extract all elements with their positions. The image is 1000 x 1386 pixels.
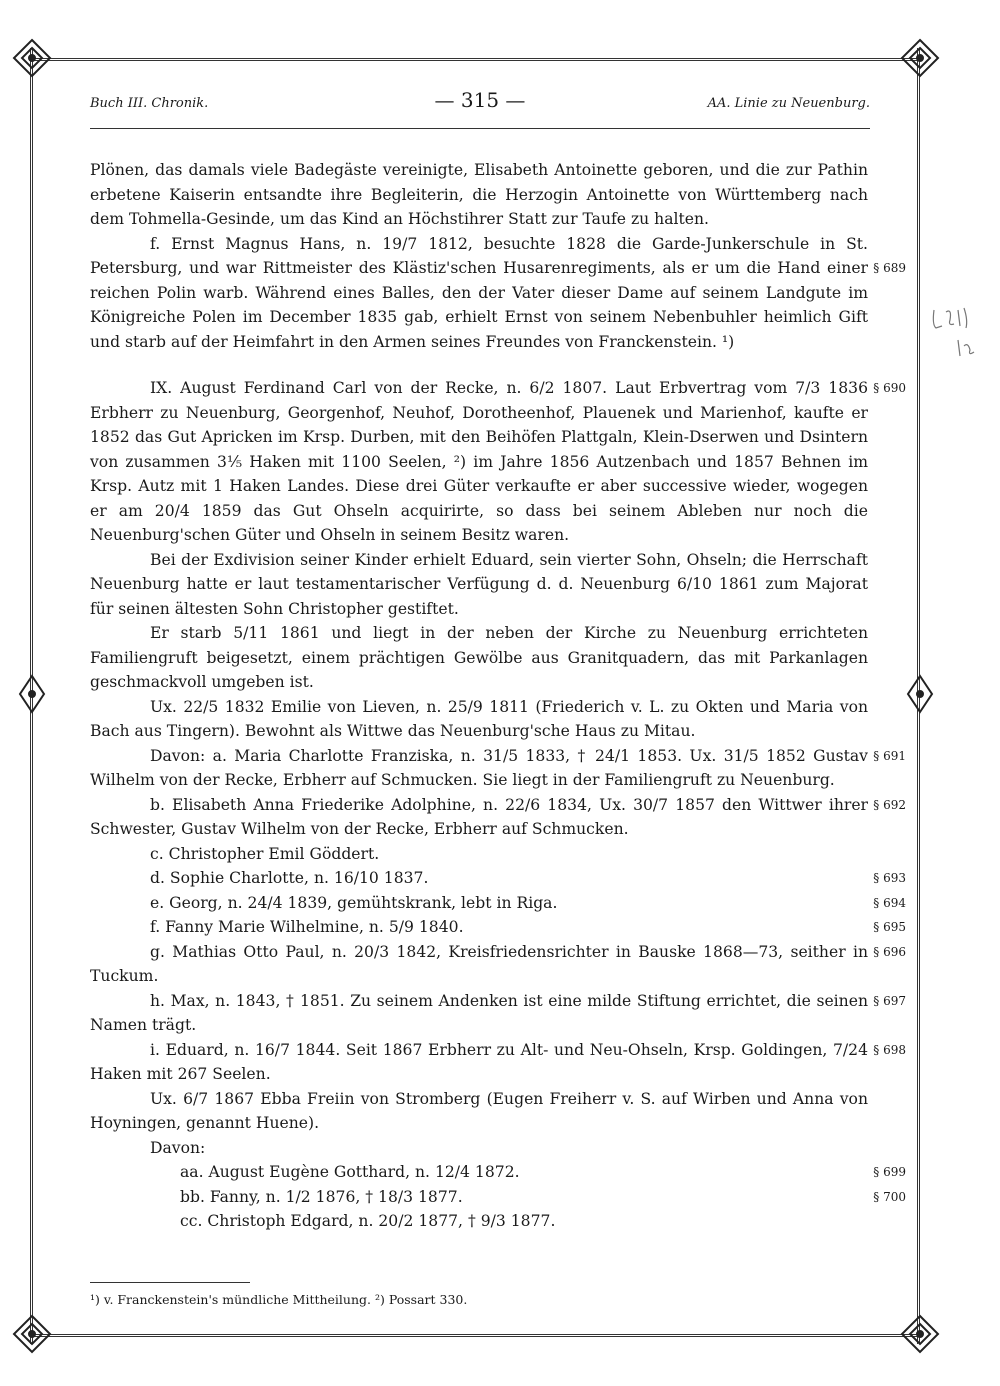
corner-ornament-icon <box>898 36 942 80</box>
pencil-scribble-icon <box>928 290 988 370</box>
page-number: — 315 — <box>434 88 526 112</box>
side-ornament-icon <box>10 672 54 716</box>
section-marker: § 697 <box>873 993 906 1008</box>
list-item: h. Max, n. 1843, † 1851. Zu seinem Andenken ist eine milde Stiftung errichtet, die seinen Namen trägt. § 697 <box>90 989 868 1038</box>
header-rule <box>90 128 870 129</box>
running-header <box>90 88 870 114</box>
list-item: cc. Christoph Edgard, n. 20/2 1877, † 9/3 1877. <box>180 1212 556 1230</box>
corner-ornament-icon <box>10 36 54 80</box>
list-item: d. Sophie Charlotte, n. 16/10 1837. § 693 <box>90 866 868 891</box>
section-marker: § 698 <box>873 1042 906 1057</box>
footnote: ¹) v. Franckenstein's mündliche Mittheilung. ²) Possart 330. <box>90 1292 468 1307</box>
header-right: AA. Linie zu Neuenburg. <box>707 96 870 111</box>
body-text <box>90 158 906 1234</box>
list-item: bb. Fanny, n. 1/2 1876, † 18/3 1877. § 700 <box>90 1185 868 1210</box>
corner-ornament-icon <box>10 1312 54 1356</box>
section-marker: § 694 <box>873 895 906 910</box>
section-marker: § 700 <box>873 1189 906 1204</box>
paragraph: Bei der Exdivision seiner Kinder erhielt Eduard, sein vierter Sohn, Ohseln; die Herrschaft Neuenburg hatte er laut testamentarischer Verfügung d. d. Neuenburg 6/10 1861 zum Majorat für seinen ältesten Sohn Christopher gestiftet. <box>90 550 868 618</box>
paragraph: f. Ernst Magnus Hans, n. 19/7 1812, besuchte 1828 die Garde-Junkerschule in St. Petersburg, und war Rittmeister des Klästiz'schen Husarenregiments, als er um die Hand einer reichen Polin warb. Während eines Balles, den der Vater dieser Dame auf seinem Landgute im Königreiche Polen im December 1835 gab, erhielt Ernst von seinem Nebenbuhler heimlich Gift und starb auf der Heimfahrt in den Armen seines Freundes von Franckenstein. ¹) § 689 <box>90 234 906 351</box>
section-marker: § 696 <box>873 944 906 959</box>
header-left: Buch III. Chronik. <box>90 96 209 111</box>
footnote-rule <box>90 1282 250 1283</box>
section-marker: § 699 <box>873 1165 906 1179</box>
paragraph: Ux. 6/7 1867 Ebba Freiin von Stromberg (Eugen Freiherr v. S. auf Wirben und Anna von Hoyningen, genannt Huene). <box>90 1089 868 1132</box>
paragraph: Davon: a. Maria Charlotte Franziska, n. 31/5 1833, † 24/1 1853. Ux. 31/5 1852 Gustav Wilhelm von der Recke, Erbherr auf Schmucken. Sie liegt in der Familiengruft zu Neuenburg. § 691 <box>90 744 868 793</box>
paragraph: Davon: <box>150 1138 206 1157</box>
side-ornament-icon <box>898 672 942 716</box>
paragraph: Plönen, das damals viele Badegäste vereinigte, Elisabeth Antoinette geboren, und die zur Pathin erbetene Kaiserin entsandte ihre Begleiterin, die Herzogin Antoinette von Württemberg nach dem Tohmella-Gesinde, um das Kind an Höchstihrer Statt zur Taufe zu halten. <box>90 161 868 228</box>
list-item: e. Georg, n. 24/4 1839, gemühtskrank, lebt in Riga. § 694 <box>90 891 868 916</box>
paragraph: Ux. 22/5 1832 Emilie von Lieven, n. 25/9 1811 (Friederich v. L. zu Okten und Maria von Bach aus Tingern). Bewohnt als Wittwe das Neuenburg'sche Haus zu Mitau. <box>90 697 868 740</box>
list-item: i. Eduard, n. 16/7 1844. Seit 1867 Erbherr zu Alt- und Neu-Ohseln, Krsp. Goldingen, 7/24 Haken mit 267 Seelen. § 698 <box>90 1038 868 1087</box>
list-item: g. Mathias Otto Paul, n. 20/3 1842, Kreisfriedensrichter in Bauske 1868—73, seither in Tuckum. § 696 <box>90 940 868 989</box>
list-item: aa. August Eugène Gotthard, n. 12/4 1872. § 699 <box>90 1160 868 1185</box>
section-marker: § 691 <box>873 748 906 763</box>
frame-top-rule <box>30 58 920 61</box>
section-marker: § 693 <box>873 871 906 885</box>
paragraph-heading: IX. August Ferdinand Carl von der Recke, n. 6/2 1807. Laut Erbvertrag vom 7/3 1836 Erbherr zu Neuenburg, Georgenhof, Neuhof, Dorotheenhof, Plauenek und Marienhof, kaufte er 1852 das Gut Apricken im Krsp. Durben, mit den Beihöfen Plattgaln, Klein-Dserwen und Dsintern von zusammen 3⅕ Haken mit 1100 Seelen, ²) im Jahre 1856 Autzenbach und 1857 Behnen im Krsp. Autz mit 1 Haken Landes. Diese drei Güter verkaufte er aber successive wieder, wogegen er am 20/4 1859 das Gut Ohseln acquirirte, so dass bei seinem Ableben nur noch die Neuenburg'schen Güter und Ohseln in seinem Besitz waren. § 690 <box>90 376 868 548</box>
section-marker: § 695 <box>873 920 906 934</box>
corner-ornament-icon <box>898 1312 942 1356</box>
section-marker: § 689 <box>873 260 906 275</box>
section-marker: § 692 <box>873 797 906 812</box>
paragraph: b. Elisabeth Anna Friederike Adolphine, n. 22/6 1834, Ux. 30/7 1857 den Wittwer ihrer Schwester, Gustav Wilhelm von der Recke, Erbherr auf Schmucken. § 692 <box>90 793 868 842</box>
frame-bottom-rule <box>30 1334 920 1337</box>
section-marker: § 690 <box>873 381 906 395</box>
list-item: f. Fanny Marie Wilhelmine, n. 5/9 1840. § 695 <box>90 915 868 940</box>
paragraph: Er starb 5/11 1861 und liegt in der neben der Kirche zu Neuenburg errichteten Familiengruft beigesetzt, einem prächtigen Gewölbe aus Granitquadern, das mit Parkanlagen geschmackvoll umgeben ist. <box>90 624 868 691</box>
list-item: c. Christopher Emil Göddert. <box>150 844 380 863</box>
